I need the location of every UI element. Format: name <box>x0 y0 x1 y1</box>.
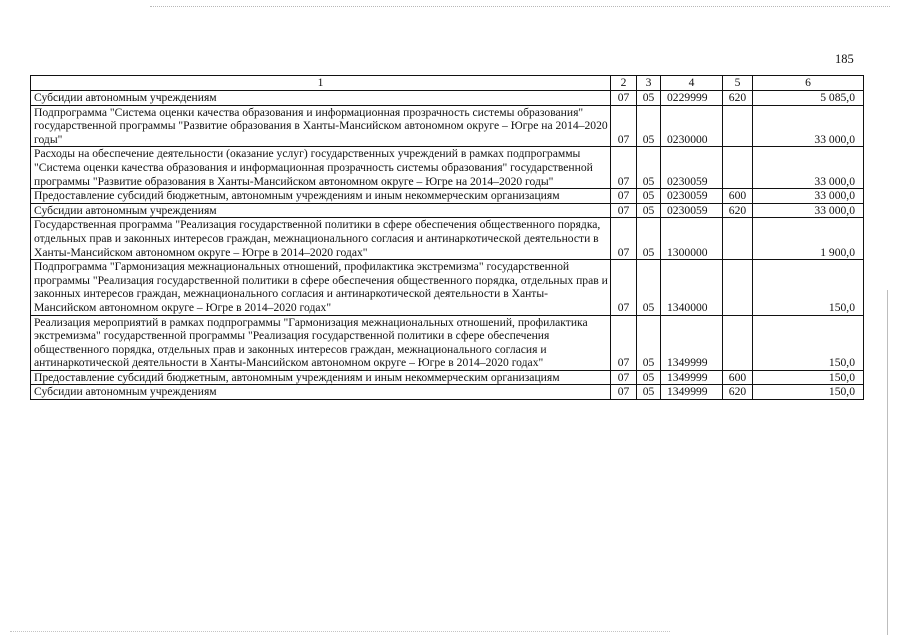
page-number: 185 <box>835 52 854 66</box>
cell-amount: 150,0 <box>753 370 864 385</box>
table-row <box>31 203 864 218</box>
cell-target-code: 1349999 <box>661 370 723 385</box>
row-name: Реализация мероприятий в рамках подпрограммы "Гармонизация межнациональных отношений, профилактика экстремизма" государственной программы "Реализация государственной политики в сфере обеспечения общественного порядка, отдельных прав и законных интересов граждан, межнационального согласия и антинаркотической деятельности в Ханты-Мансийском автономном округе – Югре в 2014–2020 годах" <box>31 315 611 370</box>
cell-section: 07 <box>611 203 637 218</box>
cell-target-code: 1300000 <box>661 218 723 260</box>
row-name: Подпрограмма "Гармонизация межнациональных отношений, профилактика экстремизма" государственной программы "Реализация государственной политики в сфере обеспечения общественного порядка, отдельных прав и законных интересов граждан, межнационального согласия и антинаркотической деятельности в Ханты-Мансийском автономном округе – Югре в 2014–2020 годах" <box>31 260 611 315</box>
cell-expense-type <box>723 315 753 370</box>
cell-expense-type <box>723 260 753 315</box>
row-name: Подпрограмма "Система оценки качества образования и информационная прозрачность системы образования" государственной программы "Развитие образования в Ханты-Мансийском автономном округе – Югре на 2014–2020 годы" <box>31 105 611 147</box>
cell-target-code: 1340000 <box>661 260 723 315</box>
cell-amount: 33 000,0 <box>753 203 864 218</box>
cell-subsection: 05 <box>637 105 661 147</box>
row-name: Расходы на обеспечение деятельности (оказание услуг) государственных учреждений в рамках подпрограммы "Система оценки качества образования и информационная прозрачность системы образования" государственной программы "Развитие образования в Ханты-Мансийском автономном округе – Югре на 2014–2020 годы" <box>31 147 611 189</box>
table-row <box>31 189 864 204</box>
cell-amount: 33 000,0 <box>753 105 864 147</box>
column-header: 5 <box>723 76 753 91</box>
scan-artifact-top <box>150 6 890 7</box>
cell-subsection: 05 <box>637 370 661 385</box>
cell-amount: 5 085,0 <box>753 91 864 106</box>
cell-section: 07 <box>611 218 637 260</box>
cell-section: 07 <box>611 105 637 147</box>
cell-target-code: 0230059 <box>661 203 723 218</box>
table-row <box>31 260 864 315</box>
cell-section: 07 <box>611 370 637 385</box>
cell-target-code: 1349999 <box>661 315 723 370</box>
cell-target-code: 0230059 <box>661 147 723 189</box>
row-name: Государственная программа "Реализация государственной политики в сфере обеспечения общественного порядка, отдельных прав и законных интересов граждан, межнационального согласия и антинаркотической деятельности в Ханты-Мансийском автономном округе – Югре в 2014–2020 годах" <box>31 218 611 260</box>
table-row <box>31 105 864 147</box>
page-edge-line <box>887 290 888 635</box>
column-header: 1 <box>31 76 611 91</box>
cell-amount: 33 000,0 <box>753 147 864 189</box>
table-row <box>31 147 864 189</box>
cell-section: 07 <box>611 189 637 204</box>
cell-amount: 33 000,0 <box>753 189 864 204</box>
table-row <box>31 370 864 385</box>
column-header: 4 <box>661 76 723 91</box>
column-header: 3 <box>637 76 661 91</box>
cell-target-code: 0230000 <box>661 105 723 147</box>
cell-amount: 1 900,0 <box>753 218 864 260</box>
scan-artifact-bottom <box>10 631 670 632</box>
column-header: 6 <box>753 76 864 91</box>
cell-subsection: 05 <box>637 91 661 106</box>
cell-subsection: 05 <box>637 315 661 370</box>
cell-expense-type: 620 <box>723 91 753 106</box>
cell-target-code: 1349999 <box>661 385 723 400</box>
cell-section: 07 <box>611 91 637 106</box>
row-name: Субсидии автономным учреждениям <box>31 91 611 106</box>
cell-target-code: 0229999 <box>661 91 723 106</box>
cell-expense-type <box>723 147 753 189</box>
cell-subsection: 05 <box>637 385 661 400</box>
cell-expense-type: 600 <box>723 370 753 385</box>
cell-expense-type: 620 <box>723 385 753 400</box>
budget-table <box>30 75 864 400</box>
cell-subsection: 05 <box>637 203 661 218</box>
cell-section: 07 <box>611 315 637 370</box>
table-row <box>31 218 864 260</box>
table-row <box>31 91 864 106</box>
cell-subsection: 05 <box>637 147 661 189</box>
table-row <box>31 385 864 400</box>
row-name: Субсидии автономным учреждениям <box>31 203 611 218</box>
cell-amount: 150,0 <box>753 315 864 370</box>
cell-amount: 150,0 <box>753 260 864 315</box>
cell-section: 07 <box>611 385 637 400</box>
row-name: Предоставление субсидий бюджетным, автономным учреждениям и иным некоммерческим организациям <box>31 189 611 204</box>
table-row <box>31 315 864 370</box>
cell-expense-type: 600 <box>723 189 753 204</box>
cell-subsection: 05 <box>637 189 661 204</box>
cell-amount: 150,0 <box>753 385 864 400</box>
cell-expense-type: 620 <box>723 203 753 218</box>
cell-section: 07 <box>611 147 637 189</box>
cell-subsection: 05 <box>637 218 661 260</box>
row-name: Предоставление субсидий бюджетным, автономным учреждениям и иным некоммерческим организациям <box>31 370 611 385</box>
cell-section: 07 <box>611 260 637 315</box>
cell-target-code: 0230059 <box>661 189 723 204</box>
table-header-row <box>31 76 864 91</box>
cell-expense-type <box>723 105 753 147</box>
row-name: Субсидии автономным учреждениям <box>31 385 611 400</box>
column-header: 2 <box>611 76 637 91</box>
cell-subsection: 05 <box>637 260 661 315</box>
cell-expense-type <box>723 218 753 260</box>
